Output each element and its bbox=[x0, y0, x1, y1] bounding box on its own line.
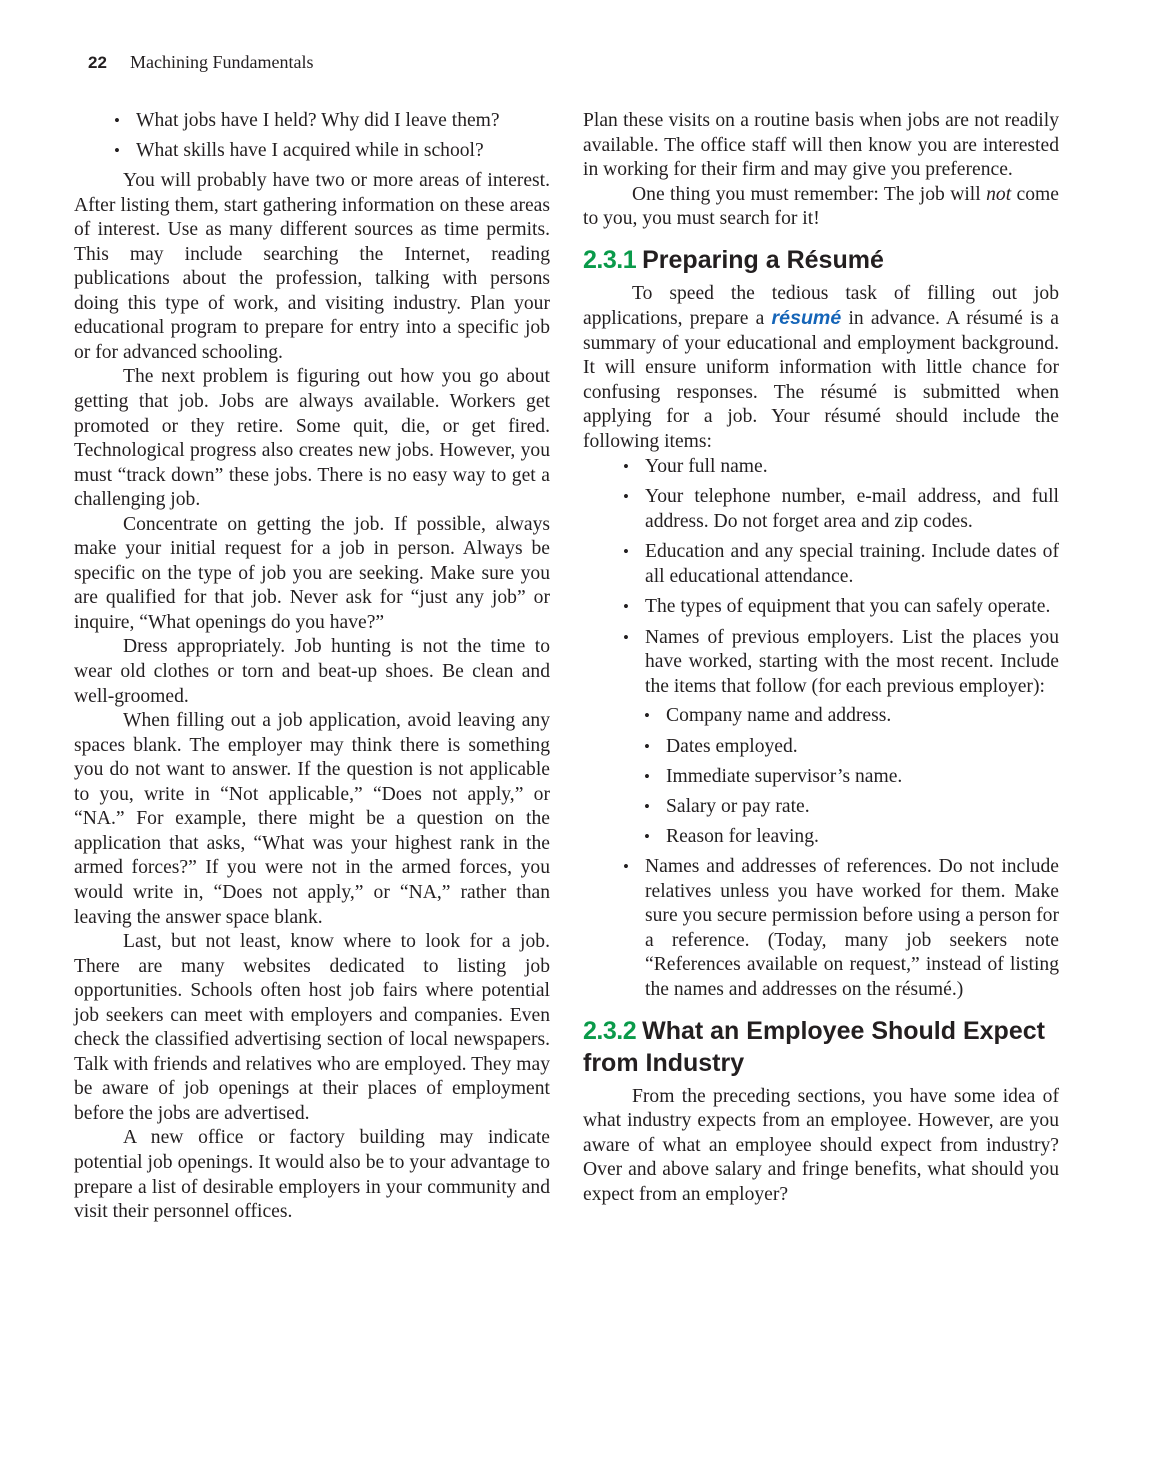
key-term-resume[interactable]: résumé bbox=[771, 307, 842, 330]
bullet-icon: • bbox=[644, 736, 650, 756]
paragraph-continuation: Plan these visits on a routine basis when jobs are not readily available. The office staff will then know you are interested in working for their firm and may give you preference. bbox=[583, 110, 1059, 181]
self-question-list bbox=[74, 109, 550, 164]
employer-details-list bbox=[645, 704, 1059, 849]
list-item: • Names of previous employers. List the places you have worked, starting with the most recent. Include the items that follow (for each previous employer): • Company name and address. • Dates employed. • Immediate supervisor’s name. • Salary or pay rate. • Reason for leaving. bbox=[645, 626, 1059, 849]
sub-list-item: • Dates employed. bbox=[666, 735, 1059, 760]
section-number: 2.3.2 bbox=[583, 1016, 637, 1045]
bullet-icon: • bbox=[644, 796, 650, 816]
bullet-icon: • bbox=[623, 487, 629, 507]
left-column bbox=[74, 109, 550, 1225]
section-heading-2-3-1 bbox=[583, 244, 1059, 276]
sub-list-item: • Salary or pay rate. bbox=[666, 795, 1059, 820]
paragraph-dress: Dress appropriately. Job hunting is not the time to wear old clothes or torn and beat-up shoes. Be clean and well-groomed. bbox=[74, 636, 550, 707]
sub-list-item: • Reason for leaving. bbox=[666, 825, 1059, 850]
paragraph-resume-intro: To speed the tedious task of filling out job applications, prepare a résumé in advance. A résumé is a summary of your educational and employment background. It will ensure uniform information with little chance for confusing responses. The résumé is submitted when applying for a job. Your résumé should include the following items: bbox=[583, 282, 1059, 453]
paragraph-concentrate: Concentrate on getting the job. If possible, always make your initial request for a job in person. Always be specific on the type of job you are seeking. Make sure you are qualified for that job. Never ask for “just any job” or inquire, “What openings do you have?” bbox=[74, 513, 550, 633]
bullet-icon: • bbox=[114, 141, 120, 161]
list-item: • Your telephone number, e-mail address, and full address. Do not forget area and zip codes. bbox=[623, 486, 1059, 532]
bullet-icon: • bbox=[623, 597, 629, 617]
sub-list-item: • Immediate supervisor’s name. bbox=[666, 765, 1059, 790]
bullet-icon: • bbox=[623, 857, 629, 877]
list-item: • Your full name. bbox=[645, 455, 1059, 480]
paragraph-employee-expectations: From the preceding sections, you have some idea of what industry expects from an employee. However, are you aware of what an employee should expect from industry? Over and above salary and fringe benefits, what should you expect from an employer? bbox=[583, 1085, 1059, 1205]
running-head bbox=[88, 52, 313, 76]
bullet-icon: • bbox=[114, 111, 120, 130]
bullet-icon: • bbox=[644, 706, 650, 726]
section-title: What an Employee Should Expect from Industry bbox=[583, 1016, 1045, 1077]
list-item: • What skills have I acquired while in school? bbox=[136, 139, 550, 164]
section-number: 2.3.1 bbox=[583, 245, 637, 274]
paragraph-areas-of-interest: You will probably have two or more areas of interest. After listing them, start gathering information on these areas of interest. Use as many different sources as time permits. This may include searching the Internet, reading publications about the profession, talking with persons doing this type of work, and visiting industry. Plan your educational program to prepare for entry into a specific job or for advanced schooling. bbox=[74, 170, 550, 363]
list-item: • Names and addresses of references. Do not include relatives unless you have worked for them. Make sure you secure permission before using a person for a reference. (Today, many job seekers note “References available on request,” instead of listing the names and addresses on the résumé.) bbox=[623, 856, 1059, 1000]
list-item: • What jobs have I held? Why did I leave them? bbox=[136, 109, 550, 134]
emphasis-not: not bbox=[986, 183, 1012, 205]
sub-list-item: • Company name and address. bbox=[666, 704, 1059, 729]
bullet-icon: • bbox=[623, 627, 629, 647]
book-title: Machining Fundamentals bbox=[130, 52, 314, 72]
paragraph-application: When filling out a job application, avoid leaving any spaces blank. The employer may think there is something you do not want to answer. If the question is not applicable to you, write in “Not applicable,” “Does not apply,” or “NA.” For example, there might be a question on the application that asks, “What was your highest rank in the armed forces?” If you were not in the armed forces, you would write in, “Does not apply,” or “NA,” rather than leaving the answer space blank. bbox=[74, 710, 550, 928]
section-title: Preparing a Résumé bbox=[642, 245, 884, 274]
paragraph-where-to-look: Last, but not least, know where to look for a job. There are many websites dedicated to listing job opportunities. Schools often host job fairs where potential job seekers can meet with employers and companies. Even check the classified advertising section of local newspapers. Talk with friends and relatives who are employed. They may be aware of job openings at their places of employment before the jobs are advertised. bbox=[74, 931, 550, 1124]
paragraph-next-problem: The next problem is figuring out how you go about getting that job. Jobs are always available. Workers get promoted or they retire. Some quit, die, or get fired. Technological progress also creates new jobs. However, you must “track down” these jobs. There is no easy way to get a challenging job. bbox=[74, 366, 550, 511]
bullet-icon: • bbox=[623, 542, 629, 562]
page-number: 22 bbox=[88, 53, 107, 72]
paragraph-new-office: A new office or factory building may indicate potential job openings. It would also be to your advantage to prepare a list of desirable employers in your community and visit their personnel offices. bbox=[74, 1127, 550, 1223]
right-column bbox=[583, 109, 1059, 1207]
list-item: • Education and any special training. Include dates of all educational attendance. bbox=[623, 541, 1059, 587]
paragraph-remember: One thing you must remember: The job will not come to you, you must search for it! bbox=[583, 183, 1059, 230]
bullet-icon: • bbox=[623, 456, 629, 476]
section-heading-2-3-2 bbox=[583, 1015, 1059, 1079]
bullet-icon: • bbox=[644, 826, 650, 846]
resume-items-list bbox=[583, 455, 1059, 1003]
list-item: • The types of equipment that you can safely operate. bbox=[645, 595, 1059, 620]
bullet-icon: • bbox=[644, 766, 650, 786]
